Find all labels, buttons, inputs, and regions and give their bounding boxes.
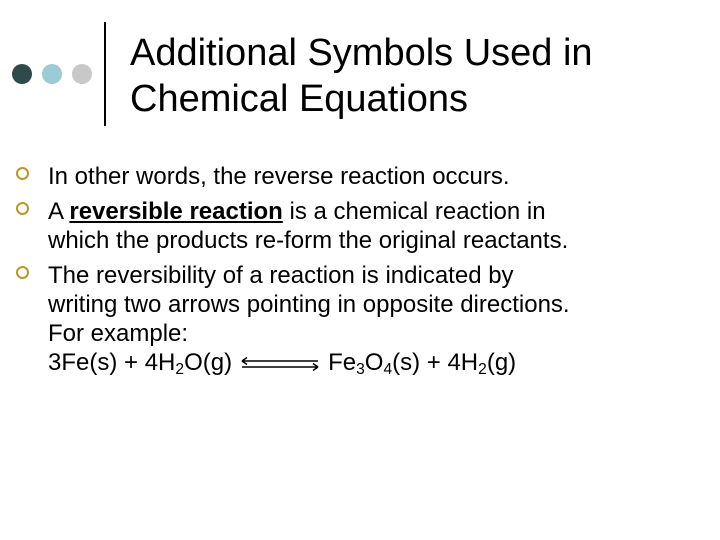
bullet-2-prefix: A [48, 198, 70, 225]
bullet-item-2 [16, 197, 706, 255]
equation-right-2: O [364, 349, 384, 376]
dot-dark-icon [12, 64, 32, 84]
bullet-circle-icon [16, 202, 29, 215]
bullet-2-line-2: which the products re-form the original reactants. [48, 227, 569, 254]
bullet-item-1 [16, 162, 706, 191]
equation-right-subscript-3: 2 [478, 360, 487, 378]
reversible-arrow-icon [238, 357, 322, 371]
dot-light-blue-icon [42, 64, 62, 84]
bullet-3-line-2: writing two arrows pointing in opposite directions. [48, 291, 570, 318]
bullet-item-3 [16, 261, 706, 377]
equation-right-4: (g) [486, 349, 517, 376]
term-reversible-reaction: reversible reaction [69, 198, 283, 225]
equation-right-3: (s) + 4H [392, 349, 479, 376]
equation-right-subscript-2: 4 [383, 360, 393, 378]
equation-right-subscript-1: 3 [356, 360, 365, 378]
chemical-equation [48, 348, 706, 377]
bullet-1-line-1: In other words, the reverse reaction occurs. [48, 163, 510, 190]
bullet-3-line-1: The reversibility of a reaction is indicated by [48, 262, 514, 289]
bullet-circle-icon [16, 167, 29, 180]
bullet-2-suffix: is a chemical reaction in [282, 198, 546, 225]
slide-title [130, 30, 700, 122]
equation-left-2: O(g) [184, 349, 233, 376]
decorative-dots [12, 64, 92, 84]
bullet-3-line-3: For example: [48, 320, 189, 347]
slide-body [16, 162, 706, 383]
title-divider [104, 22, 106, 126]
title-line-1: Additional Symbols Used in [130, 32, 593, 74]
dot-gray-icon [72, 64, 92, 84]
title-line-2: Chemical Equations [130, 78, 468, 120]
equation-left-1: 3Fe(s) + 4H [48, 349, 176, 376]
equation-left-subscript: 2 [175, 360, 185, 378]
equation-right-1: Fe [328, 349, 357, 376]
bullet-2-line-1 [48, 197, 706, 226]
bullet-circle-icon [16, 266, 29, 279]
